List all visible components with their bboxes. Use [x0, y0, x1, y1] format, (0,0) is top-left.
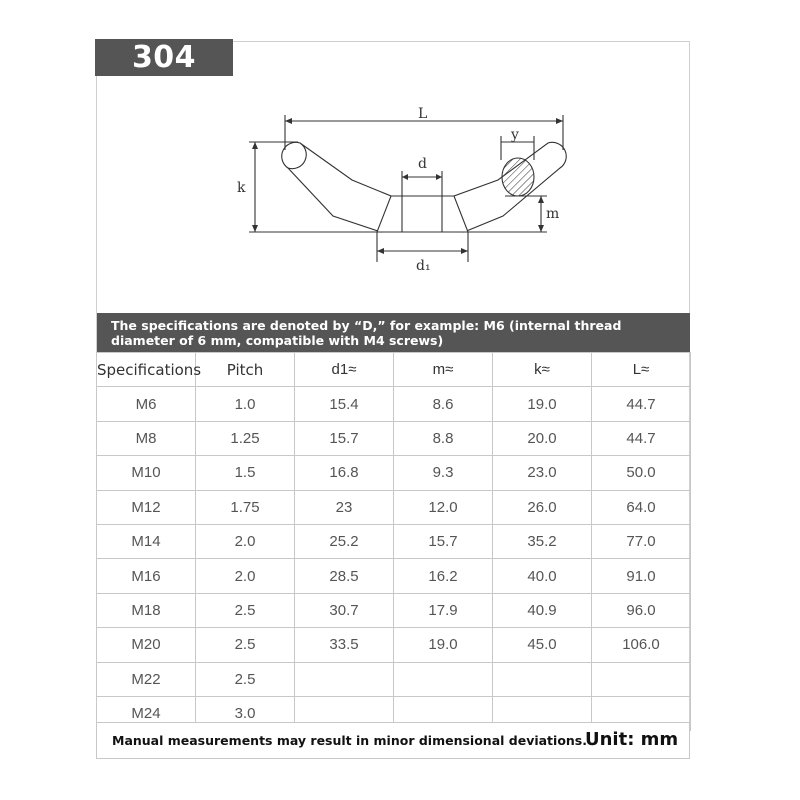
table-header-row	[97, 353, 691, 387]
cell-L: 64.0	[592, 490, 691, 524]
cell-d1: 33.5	[295, 628, 394, 662]
table-row	[97, 559, 691, 593]
material-badge	[95, 39, 233, 76]
cell-spec: M8	[97, 421, 196, 455]
header-L: L≈	[592, 353, 691, 387]
cell-k: 40.9	[493, 593, 592, 627]
cell-L: 50.0	[592, 456, 691, 490]
cell-d1: 25.2	[295, 524, 394, 558]
cell-L: 77.0	[592, 524, 691, 558]
cell-m: 17.9	[394, 593, 493, 627]
header-pitch: Pitch	[196, 353, 295, 387]
cell-m: 12.0	[394, 490, 493, 524]
table-row	[97, 456, 691, 490]
cell-pitch: 1.75	[196, 490, 295, 524]
cell-spec: M14	[97, 524, 196, 558]
table-row	[97, 387, 691, 421]
header-d1: d1≈	[295, 353, 394, 387]
cell-m	[394, 662, 493, 696]
dim-label-d: d	[418, 156, 427, 172]
cell-k: 23.0	[493, 456, 592, 490]
cell-d1: 16.8	[295, 456, 394, 490]
cell-k: 45.0	[493, 628, 592, 662]
cell-pitch: 2.0	[196, 559, 295, 593]
cell-pitch: 3.0	[196, 696, 295, 730]
cell-m: 8.6	[394, 387, 493, 421]
cell-m: 16.2	[394, 559, 493, 593]
cell-d1: 28.5	[295, 559, 394, 593]
dim-label-y: y	[511, 127, 519, 143]
dim-label-k: k	[237, 180, 246, 196]
cell-spec: M22	[97, 662, 196, 696]
cell-spec: M20	[97, 628, 196, 662]
cell-k: 40.0	[493, 559, 592, 593]
cell-m: 8.8	[394, 421, 493, 455]
spec-note-text: The specifications are denoted by “D,” for example: M6 (internal thread diameter of 6 mm, compatible with M4 screws)	[111, 318, 622, 348]
table-footer	[96, 722, 690, 759]
table-row	[97, 421, 691, 455]
cell-pitch: 2.5	[196, 593, 295, 627]
dim-label-d1: d₁	[416, 258, 431, 274]
cell-d1	[295, 662, 394, 696]
cell-d1: 15.4	[295, 387, 394, 421]
cell-m: 19.0	[394, 628, 493, 662]
cell-m: 9.3	[394, 456, 493, 490]
cell-pitch: 1.0	[196, 387, 295, 421]
cell-d1: 15.7	[295, 421, 394, 455]
cell-spec: M10	[97, 456, 196, 490]
cell-k	[493, 662, 592, 696]
cell-L: 44.7	[592, 421, 691, 455]
cell-pitch: 1.5	[196, 456, 295, 490]
cell-d1: 30.7	[295, 593, 394, 627]
cell-spec: M12	[97, 490, 196, 524]
material-badge-label: 304	[131, 40, 197, 75]
cell-k: 20.0	[493, 421, 592, 455]
table-row	[97, 628, 691, 662]
table-row	[97, 490, 691, 524]
cell-spec: M18	[97, 593, 196, 627]
cell-L	[592, 662, 691, 696]
cell-pitch: 1.25	[196, 421, 295, 455]
cell-pitch: 2.0	[196, 524, 295, 558]
dim-label-L: L	[418, 106, 428, 122]
cell-pitch: 2.5	[196, 662, 295, 696]
header-m: m≈	[394, 353, 493, 387]
spec-note-banner	[97, 313, 690, 353]
cell-d1: 23	[295, 490, 394, 524]
header-k: k≈	[493, 353, 592, 387]
table-row	[97, 524, 691, 558]
unit-label: Unit: mm	[585, 729, 679, 750]
cell-pitch: 2.5	[196, 628, 295, 662]
cell-spec: M24	[97, 696, 196, 730]
spec-table	[96, 352, 691, 731]
cell-k: 26.0	[493, 490, 592, 524]
header-specifications: Specifications	[97, 353, 196, 387]
cell-k: 19.0	[493, 387, 592, 421]
table-row	[97, 593, 691, 627]
cell-L: 44.7	[592, 387, 691, 421]
cell-L: 91.0	[592, 559, 691, 593]
cell-spec: M6	[97, 387, 196, 421]
wing-nut-diagram	[230, 98, 570, 278]
cell-spec: M16	[97, 559, 196, 593]
cell-m: 15.7	[394, 524, 493, 558]
cell-L: 96.0	[592, 593, 691, 627]
cell-k: 35.2	[493, 524, 592, 558]
cell-L: 106.0	[592, 628, 691, 662]
dim-label-m: m	[546, 206, 560, 222]
measurement-disclaimer: Manual measurements may result in minor dimensional deviations.	[112, 733, 587, 748]
table-row	[97, 662, 691, 696]
